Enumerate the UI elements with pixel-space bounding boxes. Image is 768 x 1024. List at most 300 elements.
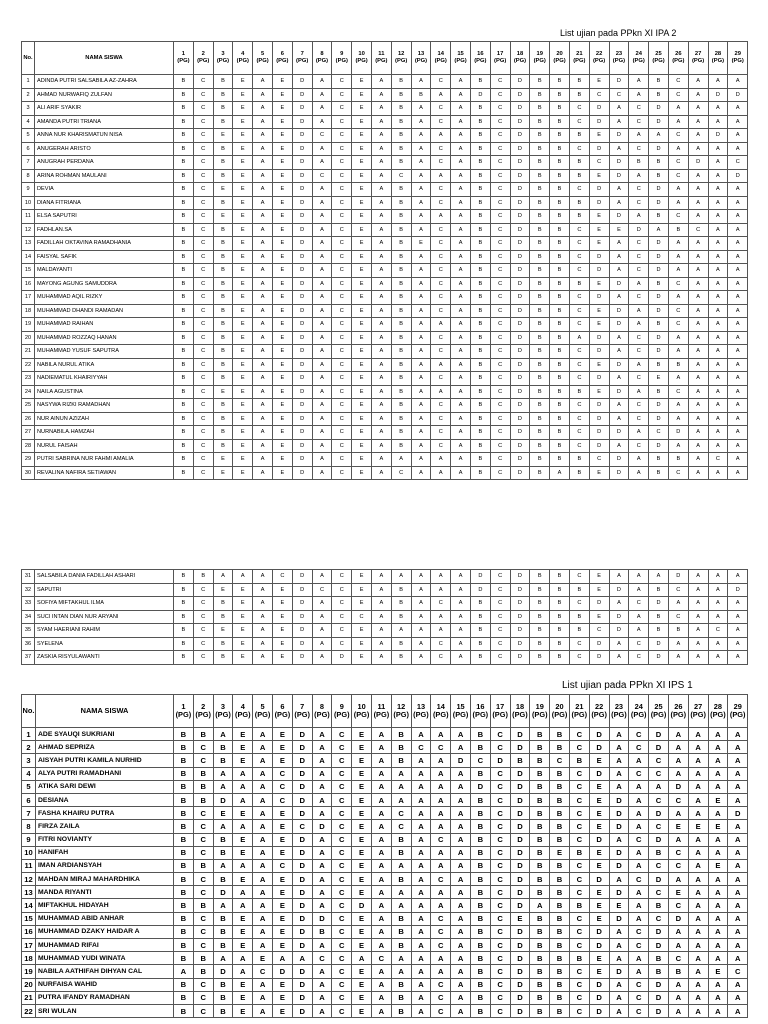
answer-cell: E [352, 358, 372, 372]
answer-cell: A [728, 637, 748, 651]
answer-cell: C [431, 741, 451, 754]
answer-cell: D [589, 115, 609, 129]
answer-cell: A [312, 291, 332, 305]
answer-cell: B [649, 358, 669, 372]
answer-cell: A [629, 583, 649, 597]
answer-cell: D [292, 453, 312, 467]
answer-cell: A [688, 570, 708, 584]
answer-cell: C [569, 820, 589, 833]
answer-cell: C [193, 210, 213, 224]
answer-cell: D [649, 728, 669, 741]
student-name: NADIEMATUL KHAIRIYYAH [35, 372, 174, 386]
answer-cell: E [272, 250, 292, 264]
answer-cell: D [292, 637, 312, 651]
question-type: (PG) [395, 58, 408, 64]
table-row [22, 358, 748, 372]
answer-cell: B [470, 237, 490, 251]
answer-cell: A [253, 767, 273, 780]
answer-cell: D [292, 925, 312, 938]
answer-cell: A [688, 439, 708, 453]
answer-cell: C [193, 115, 213, 129]
answer-cell: B [649, 846, 669, 859]
answer-cell: A [649, 129, 669, 143]
answer-cell: A [411, 624, 431, 638]
table-row [22, 426, 748, 440]
answer-cell: A [668, 439, 688, 453]
answer-cell: D [510, 129, 530, 143]
answer-cell: C [490, 912, 510, 925]
question-header [332, 695, 352, 728]
answer-cell: E [352, 925, 372, 938]
answer-cell: B [213, 912, 233, 925]
answer-cell: D [649, 807, 669, 820]
answer-cell: A [411, 846, 431, 859]
table-row [22, 965, 748, 978]
answer-cell: C [431, 345, 451, 359]
answer-cell: A [371, 372, 391, 386]
question-type: (PG) [236, 58, 249, 64]
answer-cell: D [649, 115, 669, 129]
answer-cell: C [272, 793, 292, 806]
answer-cell: B [530, 129, 550, 143]
answer-cell: A [371, 169, 391, 183]
answer-cell: C [332, 991, 352, 1004]
answer-cell: C [490, 88, 510, 102]
answer-cell: E [352, 846, 372, 859]
answer-cell: C [490, 597, 510, 611]
answer-cell: A [609, 651, 629, 665]
answer-cell: E [272, 728, 292, 741]
answer-cell: B [550, 277, 570, 291]
question-number: 28 [714, 51, 722, 57]
answer-cell: A [371, 939, 391, 952]
question-number: 1 [181, 701, 186, 711]
answer-cell: B [668, 624, 688, 638]
answer-cell: A [451, 412, 471, 426]
answer-cell: B [649, 75, 669, 89]
answer-cell: B [550, 372, 570, 386]
answer-cell: A [728, 912, 748, 925]
answer-cell: D [589, 196, 609, 210]
answer-cell: D [292, 741, 312, 754]
answer-cell: A [411, 129, 431, 143]
answer-cell: D [510, 624, 530, 638]
answer-cell: D [292, 899, 312, 912]
answer-cell: A [451, 991, 471, 1004]
student-name: NAILA AGUSTINA [35, 385, 174, 399]
answer-cell: D [649, 237, 669, 251]
answer-cell: E [272, 372, 292, 386]
answer-cell: D [292, 412, 312, 426]
answer-cell: D [510, 331, 530, 345]
answer-cell: A [728, 597, 748, 611]
answer-cell: E [272, 624, 292, 638]
answer-cell: E [233, 991, 253, 1004]
answer-cell: A [688, 237, 708, 251]
answer-cell: D [292, 807, 312, 820]
answer-cell: D [292, 169, 312, 183]
row-number: 15 [22, 264, 35, 278]
answer-cell: B [174, 169, 194, 183]
answer-cell: B [530, 583, 550, 597]
answer-cell: D [510, 767, 530, 780]
student-name: MUHAMMAD DZAKY HAIDAR A [36, 925, 174, 938]
answer-cell: C [569, 965, 589, 978]
row-number: 1 [22, 728, 36, 741]
answer-cell: B [550, 142, 570, 156]
answer-cell: D [292, 88, 312, 102]
answer-cell: C [332, 277, 352, 291]
answer-cell: A [649, 223, 669, 237]
answer-cell: A [312, 833, 332, 846]
answer-cell: B [550, 129, 570, 143]
answer-cell: A [253, 637, 273, 651]
answer-cell: E [272, 741, 292, 754]
answer-cell: E [233, 156, 253, 170]
answer-cell: B [174, 754, 194, 767]
answer-cell: E [352, 754, 372, 767]
answer-cell: A [451, 780, 471, 793]
answer-cell: E [272, 899, 292, 912]
answer-cell: D [510, 899, 530, 912]
answer-cell: A [312, 570, 332, 584]
answer-cell: A [728, 886, 748, 899]
answer-cell: D [292, 846, 312, 859]
answer-cell: D [688, 156, 708, 170]
row-number: 6 [22, 793, 36, 806]
answer-cell: C [629, 196, 649, 210]
answer-cell: A [253, 385, 273, 399]
answer-cell: A [451, 637, 471, 651]
answer-cell: B [391, 75, 411, 89]
answer-cell: A [312, 75, 332, 89]
answer-cell: D [510, 358, 530, 372]
answer-cell: E [233, 304, 253, 318]
answer-cell: E [233, 264, 253, 278]
answer-cell: C [312, 169, 332, 183]
answer-cell: A [411, 925, 431, 938]
answer-cell: A [728, 399, 748, 413]
answer-cell: C [332, 291, 352, 305]
question-number: 28 [713, 701, 723, 711]
answer-cell: C [411, 741, 431, 754]
answer-cell: A [253, 780, 273, 793]
answer-cell: D [292, 115, 312, 129]
answer-cell: B [174, 237, 194, 251]
student-name: AHMAD SEPRIZA [36, 741, 174, 754]
answer-cell: B [550, 597, 570, 611]
answer-cell: D [292, 304, 312, 318]
answer-cell: D [609, 210, 629, 224]
answer-cell: B [470, 978, 490, 991]
answer-cell: B [470, 651, 490, 665]
answer-cell: B [174, 767, 194, 780]
answer-cell: D [510, 142, 530, 156]
answer-cell: E [272, 385, 292, 399]
answer-cell: A [371, 385, 391, 399]
answer-cell: B [213, 318, 233, 332]
answer-cell: A [371, 886, 391, 899]
answer-cell: A [451, 741, 471, 754]
answer-cell: B [530, 264, 550, 278]
answer-cell: D [292, 767, 312, 780]
question-header [668, 695, 688, 728]
answer-cell: A [688, 399, 708, 413]
answer-cell: D [589, 142, 609, 156]
answer-cell: B [213, 637, 233, 651]
answer-cell: A [688, 583, 708, 597]
answer-cell: A [708, 318, 728, 332]
answer-cell: A [253, 846, 273, 859]
answer-cell: A [668, 345, 688, 359]
answer-cell: B [391, 991, 411, 1004]
answer-cell: E [352, 466, 372, 480]
answer-cell: A [312, 453, 332, 467]
answer-cell: C [332, 754, 352, 767]
table-row [22, 385, 748, 399]
answer-cell: E [233, 291, 253, 305]
student-name: ATIKA SARI DEWI [36, 780, 174, 793]
answer-cell: C [569, 807, 589, 820]
answer-cell: E [233, 385, 253, 399]
answer-cell: B [530, 142, 550, 156]
answer-cell: A [253, 651, 273, 665]
answer-cell: B [213, 399, 233, 413]
answer-cell: C [490, 277, 510, 291]
row-number: 18 [22, 304, 35, 318]
answer-cell: A [708, 142, 728, 156]
answer-cell: A [411, 250, 431, 264]
answer-cell: C [431, 75, 451, 89]
question-header [312, 42, 332, 75]
answer-cell: A [253, 597, 273, 611]
answer-cell: C [668, 210, 688, 224]
answer-cell: B [470, 210, 490, 224]
answer-cell: B [470, 426, 490, 440]
student-name: ALYA PUTRI RAMADHANI [36, 767, 174, 780]
answer-cell: A [411, 196, 431, 210]
answer-cell: A [253, 439, 273, 453]
answer-cell: A [253, 196, 273, 210]
answer-cell: C [431, 156, 451, 170]
answer-cell: A [688, 372, 708, 386]
answer-cell: A [708, 767, 728, 780]
answer-cell: E [272, 610, 292, 624]
answer-cell: B [649, 583, 669, 597]
answer-cell: C [332, 412, 352, 426]
answer-cell: A [688, 129, 708, 143]
answer-cell: B [530, 439, 550, 453]
answer-cell: A [629, 780, 649, 793]
answer-cell: A [312, 318, 332, 332]
row-number: 21 [22, 345, 35, 359]
answer-cell: D [352, 899, 372, 912]
answer-cell: A [728, 651, 748, 665]
question-number: 11 [378, 51, 385, 57]
answer-cell: E [233, 728, 253, 741]
answer-cell: B [530, 115, 550, 129]
answer-cell: A [253, 399, 273, 413]
answer-cell: A [391, 767, 411, 780]
answer-cell: C [569, 372, 589, 386]
answer-cell: B [213, 991, 233, 1004]
question-header [451, 42, 471, 75]
answer-cell: D [649, 412, 669, 426]
answer-cell: E [272, 142, 292, 156]
row-number: 8 [22, 820, 36, 833]
answer-cell: D [213, 965, 233, 978]
answer-cell: D [470, 88, 490, 102]
answer-cell: A [609, 102, 629, 116]
answer-cell: A [371, 637, 391, 651]
answer-cell: C [193, 372, 213, 386]
row-number: 11 [22, 210, 35, 224]
answer-cell: A [371, 358, 391, 372]
table-row [22, 318, 748, 332]
question-number: 2 [201, 701, 206, 711]
answer-cell: E [272, 156, 292, 170]
answer-cell: A [411, 142, 431, 156]
answer-cell: B [530, 952, 550, 965]
answer-cell: B [569, 88, 589, 102]
answer-cell: B [530, 925, 550, 938]
answer-cell: A [688, 453, 708, 467]
answer-cell: B [213, 331, 233, 345]
answer-cell: A [728, 358, 748, 372]
answer-cell: A [688, 466, 708, 480]
row-number: 9 [22, 183, 35, 197]
answer-cell: A [312, 728, 332, 741]
answer-cell: B [193, 728, 213, 741]
answer-cell: A [728, 412, 748, 426]
answer-cell: A [609, 345, 629, 359]
answer-cell: E [352, 767, 372, 780]
answer-cell: A [233, 952, 253, 965]
answer-cell: E [272, 991, 292, 1004]
table-row [22, 169, 748, 183]
answer-cell: C [490, 210, 510, 224]
question-header [213, 42, 233, 75]
answer-cell: A [253, 912, 273, 925]
answer-cell: B [569, 624, 589, 638]
answer-cell: C [193, 345, 213, 359]
answer-cell: B [391, 873, 411, 886]
answer-cell: B [470, 412, 490, 426]
answer-cell: E [352, 873, 372, 886]
answer-cell: A [728, 610, 748, 624]
answer-cell: B [530, 965, 550, 978]
answer-cell: A [688, 624, 708, 638]
answer-cell: B [391, 912, 411, 925]
answer-cell: C [431, 597, 451, 611]
table-row [22, 129, 748, 143]
answer-cell: D [649, 183, 669, 197]
answer-cell: E [272, 237, 292, 251]
answer-cell: A [629, 820, 649, 833]
answer-cell: C [431, 978, 451, 991]
answer-cell: A [253, 223, 273, 237]
answer-cell: A [708, 75, 728, 89]
answer-cell: E [352, 250, 372, 264]
answer-cell: B [649, 156, 669, 170]
answer-cell: B [470, 466, 490, 480]
answer-cell: B [213, 142, 233, 156]
answer-cell: B [174, 466, 194, 480]
answer-cell: A [431, 88, 451, 102]
row-number: 37 [22, 651, 35, 665]
answer-cell: E [272, 75, 292, 89]
answer-cell: B [174, 183, 194, 197]
table-row [22, 952, 748, 965]
answer-cell: C [332, 129, 352, 143]
answer-cell: C [431, 183, 451, 197]
answer-cell: C [569, 412, 589, 426]
answer-cell: C [431, 237, 451, 251]
answer-cell: A [253, 277, 273, 291]
answer-cell: A [451, 156, 471, 170]
row-number: 28 [22, 439, 35, 453]
answer-cell: E [213, 466, 233, 480]
answer-cell: A [411, 426, 431, 440]
answer-cell: A [371, 304, 391, 318]
answer-cell: A [411, 358, 431, 372]
answer-cell: D [589, 925, 609, 938]
answer-cell: A [312, 264, 332, 278]
question-type: (PG) [375, 58, 388, 64]
answer-cell: A [431, 820, 451, 833]
answer-cell: B [530, 991, 550, 1004]
answer-cell: D [649, 597, 669, 611]
answer-cell: B [213, 925, 233, 938]
answer-cell: B [174, 102, 194, 116]
answer-cell: B [391, 345, 411, 359]
answer-cell: B [174, 358, 194, 372]
answer-cell: A [411, 102, 431, 116]
answer-cell: D [312, 912, 332, 925]
answer-cell: A [688, 115, 708, 129]
answer-cell: A [629, 754, 649, 767]
answer-cell: C [332, 169, 352, 183]
answer-cell: A [451, 250, 471, 264]
answer-cell: A [451, 358, 471, 372]
answer-cell: A [371, 250, 391, 264]
answer-cell: D [649, 978, 669, 991]
answer-cell: E [233, 399, 253, 413]
answer-cell: A [708, 277, 728, 291]
answer-cell: B [470, 793, 490, 806]
question-type: (PG) [197, 58, 210, 64]
answer-cell: D [589, 728, 609, 741]
answer-cell: B [530, 412, 550, 426]
answer-cell: A [371, 399, 391, 413]
answer-cell: C [193, 385, 213, 399]
question-type: (PG) [454, 58, 467, 64]
answer-cell: C [550, 754, 570, 767]
answer-cell: E [352, 426, 372, 440]
answer-cell: E [272, 939, 292, 952]
answer-cell: D [510, 859, 530, 872]
answer-cell: A [629, 859, 649, 872]
answer-cell: C [490, 651, 510, 665]
student-name: MANDA RIYANTI [36, 886, 174, 899]
answer-cell: B [530, 570, 550, 584]
answer-cell: D [510, 925, 530, 938]
row-number: 31 [22, 570, 35, 584]
answer-cell: B [174, 426, 194, 440]
answer-cell: B [550, 859, 570, 872]
answer-cell: B [530, 385, 550, 399]
answer-cell: B [550, 793, 570, 806]
